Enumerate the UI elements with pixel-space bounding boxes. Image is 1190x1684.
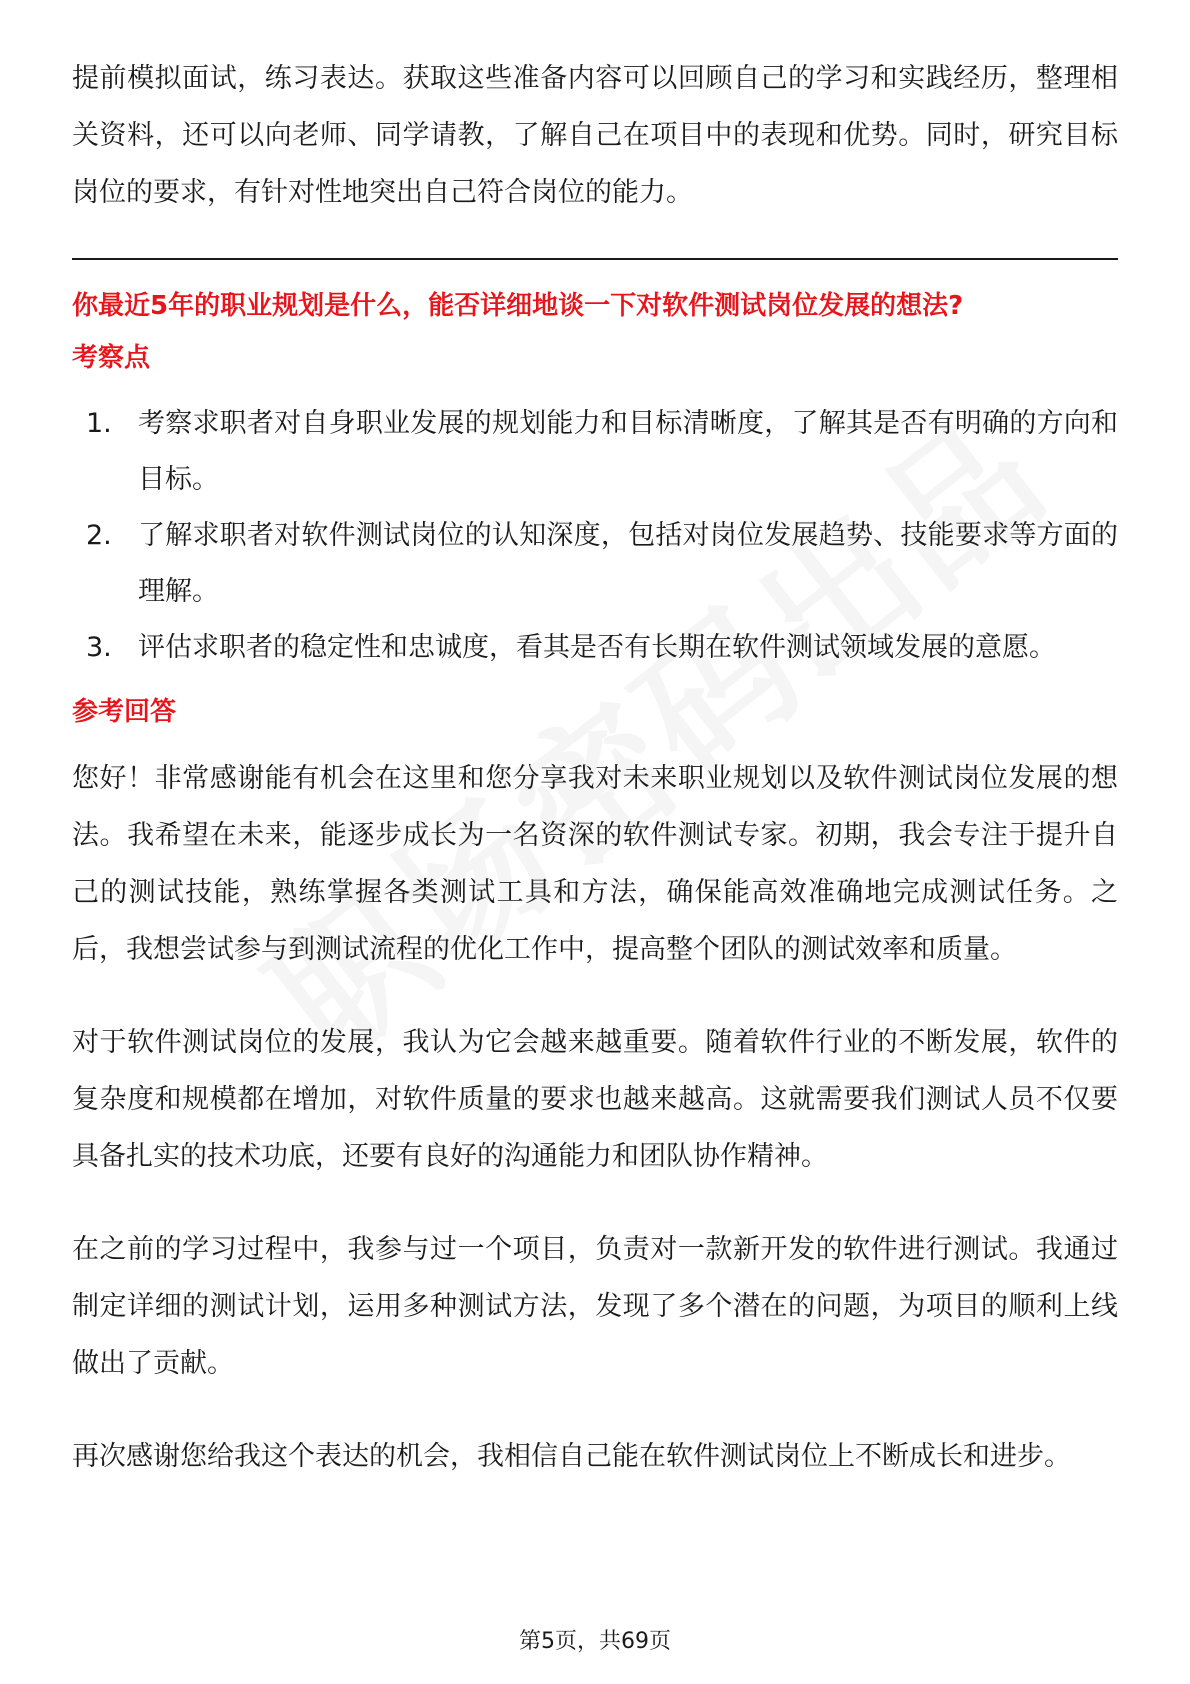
list-number: 3. [86,632,112,663]
list-text: 考察求职者对自身职业发展的规划能力和目标清晰度，了解其是否有明确的方向和目标。 [138,408,1118,495]
assessment-list [72,396,1118,676]
answer-paragraph: 对于软件测试岗位的发展，我认为它会越来越重要。随着软件行业的不断发展，软件的复杂度和规模都在增加，对软件质量的要求也越来越高。这就需要我们测试人员不仅要具备扎实的技术功底，还要有良好的沟通能力和团队协作精神。 [72,1027,1118,1172]
section-divider [72,258,1118,260]
reference-answer-heading: 参考回答 [72,697,177,727]
page-content [72,50,1118,1485]
interview-question: 你最近5年的职业规划是什么，能否详细地谈一下对软件测试岗位发展的想法? [72,291,964,321]
answer-paragraph: 您好！非常感谢能有机会在这里和您分享我对未来职业规划以及软件测试岗位发展的想法。我希望在未来，能逐步成长为一名资深的软件测试专家。初期，我会专注于提升自己的测试技能，熟练掌握各类测试工具和方法，确保能高效准确地完成测试任务。之后，我想尝试参与到测试流程的优化工作中，提高整个团队的测试效率和质量。 [72,763,1118,965]
list-text: 评估求职者的稳定性和忠诚度，看其是否有长期在软件测试领域发展的意愿。 [138,632,1056,663]
list-item [72,508,1118,620]
page-number: 第5页，共69页 [519,1629,671,1654]
intro-paragraph: 提前模拟面试，练习表达。获取这些准备内容可以回顾自己的学习和实践经历，整理相关资料，还可以向老师、同学请教，了解自己在项目中的表现和优势。同时，研究目标岗位的要求，有针对性地突出自己符合岗位的能力。 [72,63,1118,208]
answer-paragraph: 再次感谢您给我这个表达的机会，我相信自己能在软件测试岗位上不断成长和进步。 [72,1441,1071,1472]
reference-answer-body [72,750,1118,1485]
list-item [72,396,1118,508]
assessment-heading: 考察点 [72,343,151,373]
list-text: 了解求职者对软件测试岗位的认知深度，包括对岗位发展趋势、技能要求等方面的理解。 [138,520,1118,607]
answer-paragraph: 在之前的学习过程中，我参与过一个项目，负责对一款新开发的软件进行测试。我通过制定详细的测试计划，运用多种测试方法，发现了多个潜在的问题，为项目的顺利上线做出了贡献。 [72,1234,1118,1379]
list-number: 2. [86,520,112,551]
list-number: 1. [86,408,112,439]
list-item [72,620,1118,676]
